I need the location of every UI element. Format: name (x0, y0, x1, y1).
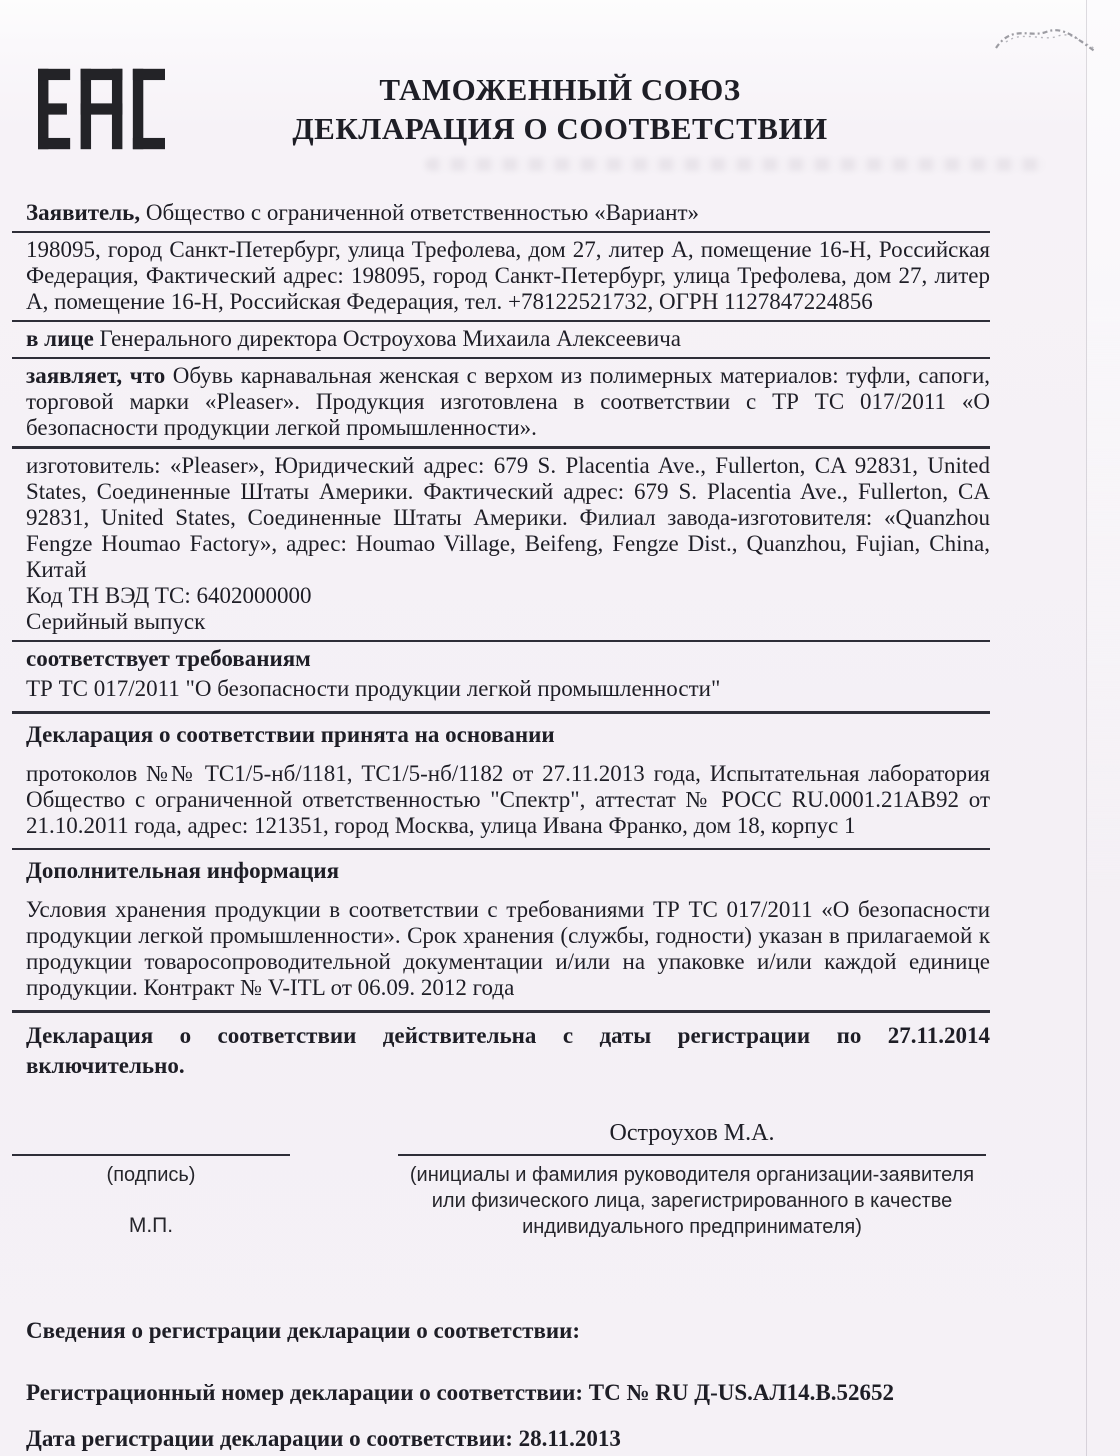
pen-scribble-artifact (992, 8, 1104, 70)
name-caption: (инициалы и фамилия руководителя организации-заявителя или физического лица, зарегистрированного в качестве индивидуального предпринимателя) (409, 1164, 975, 1238)
registration-header: Сведения о регистрации декларации о соответствии: (26, 1318, 581, 1343)
registration-date: Дата регистрации декларации о соответствии: 28.11.2013 (26, 1426, 621, 1451)
document-title (0, 70, 1120, 148)
applicant-label: Заявитель, (26, 200, 141, 225)
field-validity (12, 1013, 990, 1086)
signature-block (0, 1118, 1120, 1268)
in-person-label: в лице (26, 326, 94, 351)
manufacturer-text: изготовитель: «Pleaser», Юридический адрес: 679 S. Placentia Ave., Fullerton, CA 92831, United States, Соединенные Штаты Америки. Фактический адрес: 679 S. Placentia Ave., Fullerton, CA 92831, United States, Соединенные Штаты Америки. Филиал завода-изготовителя: «Quanzhou Fengze Houmao Factory», адрес: Houmao Village, Beifeng, Fengze Dist., Quanzhou, Fujian, China, Китай (26, 453, 990, 582)
declares-label: заявляет, что (26, 363, 166, 388)
declares-value: Обувь карнавальная женская с верхом из полимерных материалов: туфли, сапоги, торговой марки «Pleaser». Продукция изготовлена в соответствии с ТР ТС 017/2011 «О безопасности продукции легкой промышленности». (26, 363, 991, 440)
basis-text: протоколов №№ ТС1/5-нб/1181, ТС1/5-нб/1182 от 27.11.2013 года, Испытательная лаборатория Общество с ограниченной ответственностью "Спектр", аттестат № РОСС RU.0001.21АВ92 от 21.10.2011 года, адрес: 121351, город Москва, улица Ивана Франко, дом 18, корпус 1 (26, 761, 990, 838)
signature-caption: (подпись) (106, 1164, 196, 1186)
document-body (12, 196, 990, 1086)
title-line-1: ТАМОЖЕННЫЙ СОЮЗ (379, 72, 741, 107)
complies-label: соответствует требованиям (26, 646, 311, 671)
field-applicant (12, 196, 990, 233)
field-applicant-address (12, 233, 990, 322)
applicant-address-text: 198095, город Санкт-Петербург, улица Трефолева, дом 27, литер А, помещение 16-Н, Российская Федерация, Фактический адрес: 198095, город Санкт-Петербург, улица Трефолева, дом 27, литер А, помещение 16-Н, Российская Федерация, тел. +78122521732, ОГРН 1127847224856 (26, 237, 990, 314)
registration-number: Регистрационный номер декларации о соответствии: ТС № RU Д-US.АЛ14.В.52652 (26, 1380, 894, 1405)
title-line-2: ДЕКЛАРАЦИЯ О СООТВЕТСТВИИ (292, 111, 828, 146)
name-line (398, 1154, 986, 1156)
scan-bleedthrough-smudge (425, 158, 1045, 171)
signature-line (12, 1154, 290, 1156)
complies-value: ТР ТС 017/2011 "О безопасности продукции легкой промышленности" (26, 676, 721, 701)
stamp-mark: М.П. (128, 1214, 174, 1237)
validity-line-2: включительно. (26, 1053, 185, 1078)
applicant-value: Общество с ограниченной ответственностью «Вариант» (145, 200, 700, 225)
head-name: Остроухов М.А. (609, 1120, 775, 1146)
field-declares (12, 359, 990, 449)
tn-ved-code: Код ТН ВЭД ТС: 6402000000 (26, 583, 312, 608)
field-manufacturer (12, 449, 990, 642)
field-additional-info (12, 850, 990, 1013)
additional-text: Условия хранения продукции в соответствии с требованиями ТР ТС 017/2011 «О безопасности продукции легкой промышленности». Срок хранения (службы, годности) указан в прилагаемой к продукции товаросопроводительной документации и/или на упаковке и/или каждой единице продукции. Контракт № V-ITL от 06.09. 2012 года (26, 897, 990, 1000)
serial-release: Серийный выпуск (26, 609, 206, 634)
in-person-value: Генерального директора Остроухова Михаила Алексеевича (99, 326, 681, 351)
basis-label: Декларация о соответствии принята на основании (26, 722, 555, 747)
field-in-person (12, 322, 990, 359)
field-basis (12, 714, 990, 850)
validity-line-1: Декларация о соответствии действительна с даты регистрации по 27.11.2014 (26, 1023, 990, 1048)
additional-label: Дополнительная информация (26, 858, 340, 883)
field-complies (12, 642, 990, 714)
